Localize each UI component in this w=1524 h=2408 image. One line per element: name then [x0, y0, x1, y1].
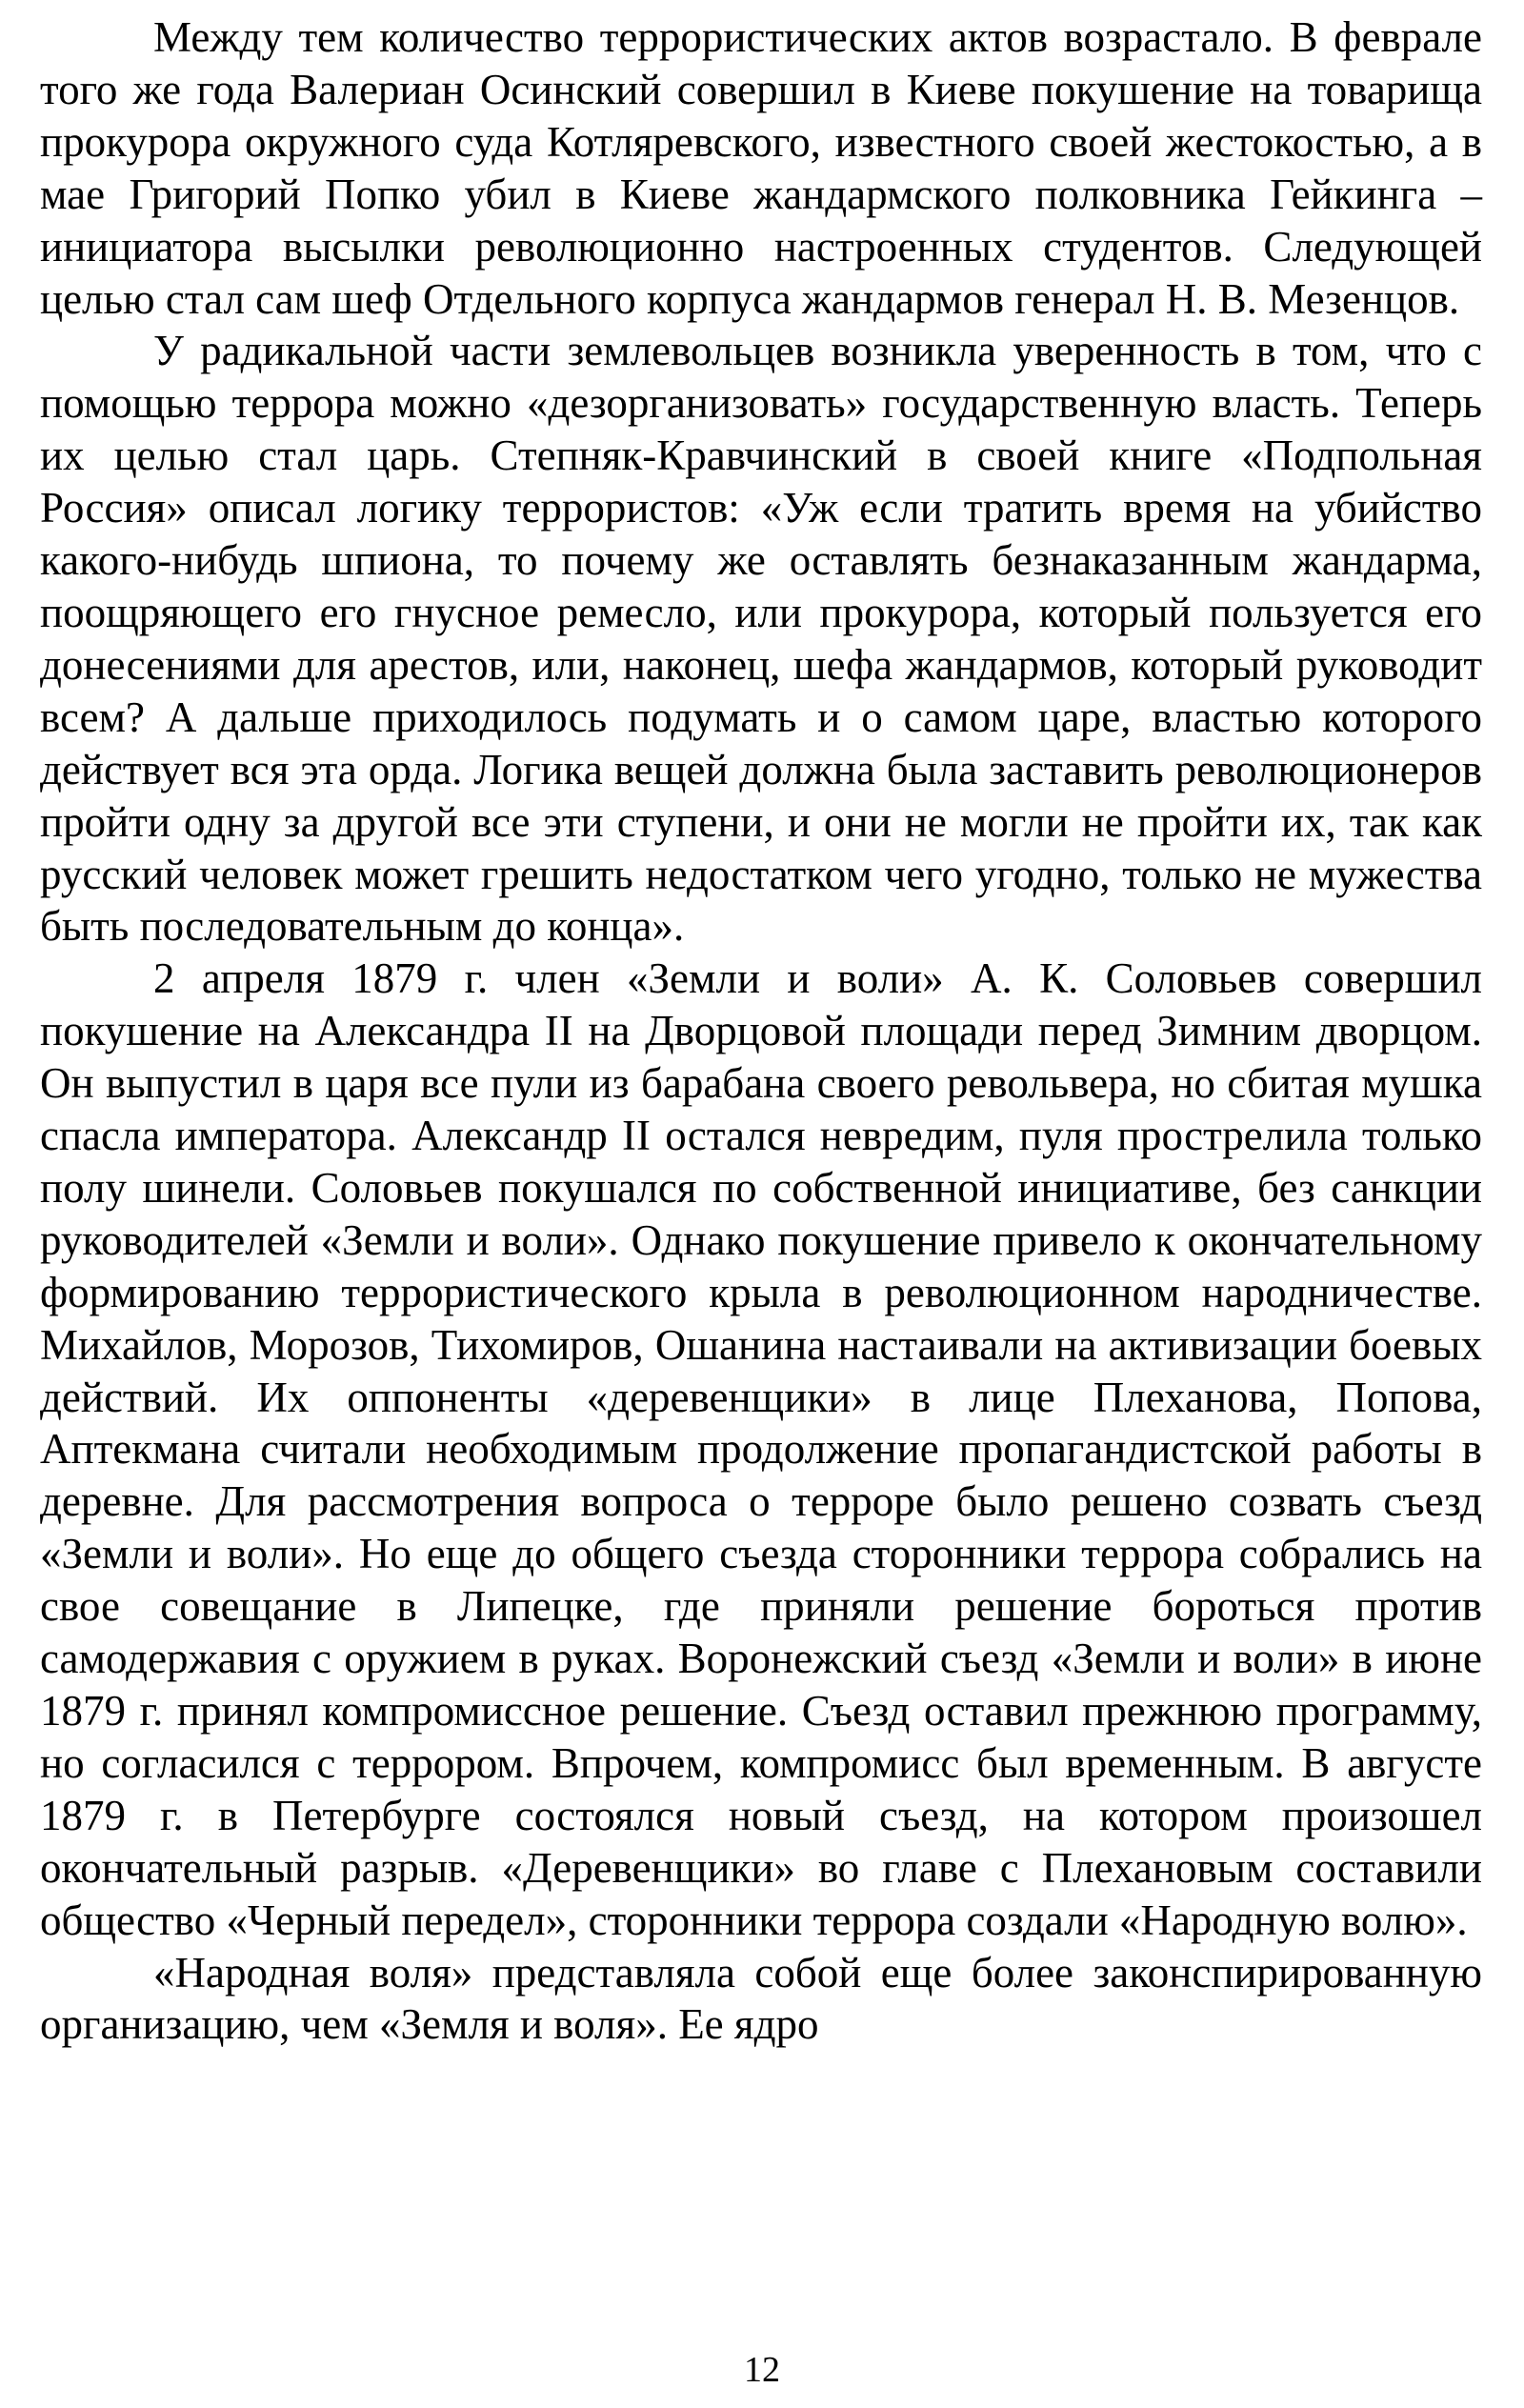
page-number: 12 [744, 2350, 780, 2390]
paragraph-4: «Народная воля» представляла собой еще более законспирированную организацию, чем «Земля и воля». Ее ядро [40, 1948, 1482, 2049]
document-body [40, 11, 1482, 2051]
paragraph-1: Между тем количество террористических актов возрастало. В феврале того же года Валериан Осинский совершил в Киеве покушение на товарища прокурора окружного суда Котляревского, известного своей жестокостью, а в мае Григорий Попко убил в Киеве жандармского полковника Гейкинга – инициатора высылки революционно настроенных студентов. Следующей целью стал сам шеф Отдельного корпуса жандармов генерал Н. В. Мезенцов. [40, 13, 1482, 323]
paragraph-2: У радикальной части землевольцев возникла уверенность в том, что с помощью террора можно «дезорганизовать» государственную власть. Теперь их целью стал царь. Степняк-Кравчинский в своей книге «Подпольная Россия» описал логику террористов: «Уж если тратить время на убийство какого-нибудь шпиона, то почему же оставлять безнаказанным жандарма, поощряющего его гнусное ремесло, или прокурора, который пользуется его донесениями для арестов, или, наконец, шефа жандармов, который руководит всем? А дальше приходилось подумать и о самом царе, властью которого действует вся эта орда. Логика вещей должна была заставить революционеров пройти одну за другой все эти ступени, и они не могли не пройти их, так как русский человек может грешить недостатком чего угодно, только не мужества быть последовательным до конца». [40, 327, 1482, 951]
paragraph-3: 2 апреля 1879 г. член «Земли и воли» А. К. Соловьев совершил покушение на Александра II на Дворцовой площади перед Зимним дворцом. Он выпустил в царя все пули из барабана своего револьвера, но сбитая мушка спасла императора. Александр II остался невредим, пуля прострелила только полу шинели. Соловьев покушался по собственной инициативе, без санкции руководителей «Земли и воли». Однако покушение привело к окончательному формированию террористического крыла в революционном народничестве. Михайлов, Морозов, Тихомиров, Ошанина настаивали на активизации боевых действий. Их оппоненты «деревенщики» в лице Плеханова, Попова, Аптекмана считали необходимым продолжение пропагандистской работы в деревне. Для рассмотрения вопроса о терроре было решено созвать съезд «Земли и воли». Но еще до общего съезда сторонники террора собрались на свое совещание в Липецке, где приняли решение бороться против самодержавия с оружием в руках. Воронежский съезд «Земли и воли» в июне 1879 г. принял компромиссное решение. Съезд оставил прежнюю программу, но согласился с террором. Впрочем, компромисс был временным. В августе 1879 г. в Петербурге состоялся новый съезд, на котором произошел окончательный разрыв. «Деревенщики» во главе с Плехановым составили общество «Черный передел», сторонники террора создали «Народную волю». [40, 954, 1482, 1944]
